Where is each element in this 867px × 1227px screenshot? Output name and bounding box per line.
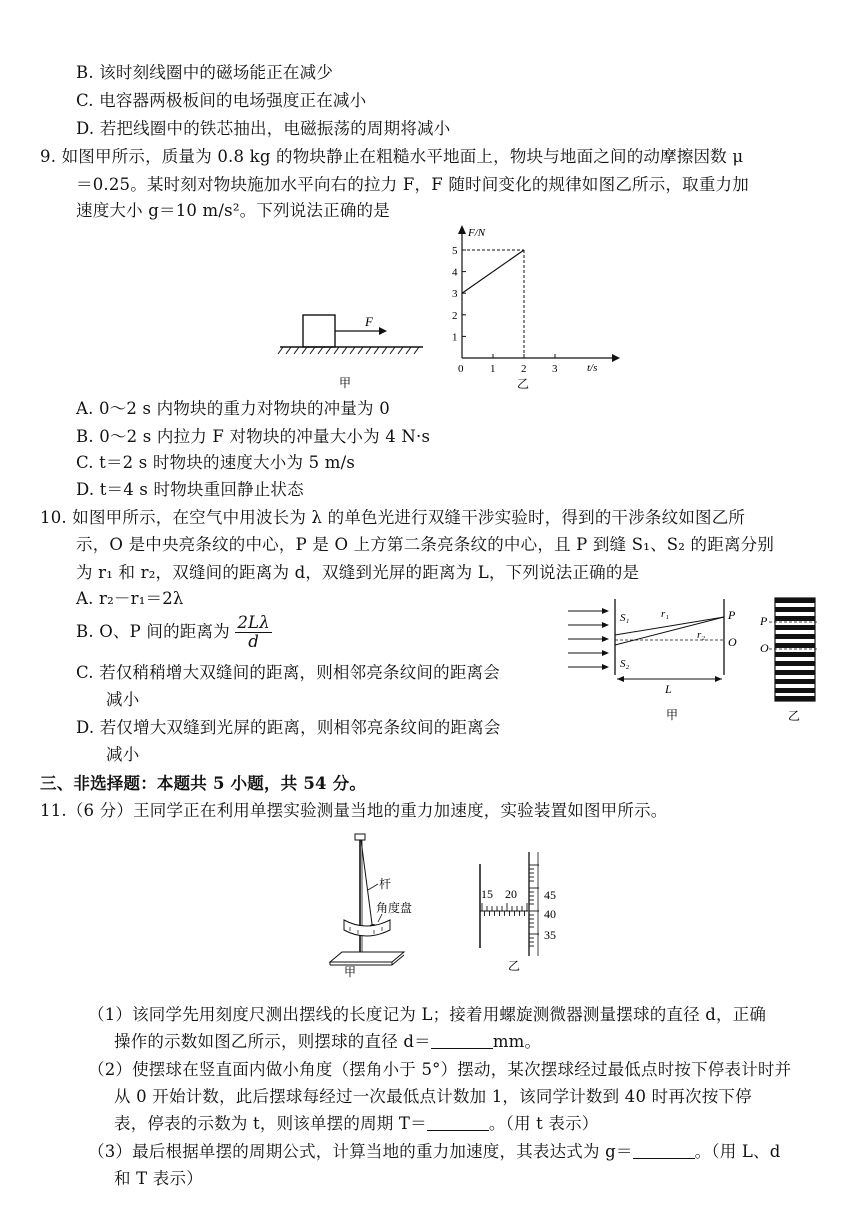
q11-figure-jia bbox=[320, 828, 440, 978]
path-r2 bbox=[615, 617, 724, 645]
thimble-label-35: 35 bbox=[544, 928, 556, 942]
q11-part3-line-1 bbox=[88, 1141, 781, 1163]
label-p: P bbox=[728, 608, 736, 622]
q9-figure-jia bbox=[275, 300, 435, 395]
q9-option-a: A. 0～2 s 内物块的重力对物块的冲量为 0 bbox=[76, 399, 390, 418]
y-axis-label: F/N bbox=[468, 227, 486, 239]
label-o: O bbox=[728, 635, 737, 649]
q10-stem-line-2: 示，O 是中央亮条纹的中心，P 是 O 上方第二条亮条纹的中心，且 P 到缝 S₁、S₂ 的距离分别 bbox=[76, 535, 775, 554]
q9-option-c: C. t＝2 s 时物块的速度大小为 5 m/s bbox=[76, 453, 356, 472]
tick-group bbox=[452, 245, 558, 375]
force-arrow-head bbox=[379, 327, 387, 335]
fringe-frame bbox=[775, 598, 815, 701]
q10-option-c-line-1: C. 若仅稍稍增大双缝间的距离，则相邻亮条纹间的距离会 bbox=[76, 663, 500, 682]
main-scale-label-15: 15 bbox=[481, 887, 493, 901]
force-label: F bbox=[365, 314, 373, 329]
y-tick-label: 4 bbox=[452, 266, 458, 279]
q9-stem-line-2: ＝0.25。某时刻对物块施加水平向右的拉力 F，F 随时间变化的规律如图乙所示，取重力加 bbox=[76, 175, 749, 194]
answer-blank-g[interactable] bbox=[633, 1142, 695, 1159]
q10-figure-yi bbox=[755, 596, 830, 724]
rod-leader-line bbox=[368, 884, 378, 890]
q11-part1-line-1: （1）该同学先用刻度尺测出摆线的长度记为 L；接着用螺旋测微器测量摆球的直径 d，正确 bbox=[88, 1005, 767, 1024]
q9-stem-line-1: 9. 如图甲所示，质量为 0.8 kg 的物块静止在粗糙水平地面上，物块与地面之间的动摩擦因数 μ bbox=[40, 147, 744, 166]
y-axis-arrow bbox=[458, 225, 466, 234]
answer-blank-t[interactable] bbox=[427, 1114, 489, 1131]
q11-part3-suffix: 。（用 L、d bbox=[694, 1142, 781, 1161]
q8-option-d: D. 若把线圈中的铁芯抽出，电磁振荡的周期将减小 bbox=[76, 119, 451, 138]
q10-option-d-line-2: 减小 bbox=[106, 745, 140, 764]
q9-option-b: B. 0～2 s 内拉力 F 对物块的冲量大小为 4 N·s bbox=[76, 427, 431, 446]
q10-option-b bbox=[76, 614, 272, 651]
figure-caption-yi: 乙 bbox=[788, 709, 801, 723]
q10-option-b-fraction bbox=[235, 614, 272, 651]
label-r2: r₂ bbox=[697, 629, 706, 641]
incident-light-arrows bbox=[568, 611, 603, 667]
base-plate bbox=[330, 952, 404, 962]
q11-part2-text: 表，停表的示数为 t，则该单摆的周期 T＝ bbox=[114, 1114, 427, 1133]
dial-label: 角度盘 bbox=[376, 901, 413, 915]
x-axis-arrow bbox=[612, 354, 620, 362]
q11-part1-text: 操作的示数如图乙所示，则摆球的直径 d＝ bbox=[114, 1032, 431, 1051]
q11-part3-line-2: 和 T 表示） bbox=[114, 1169, 203, 1188]
q10-option-b-prefix: B. O、P 间的距离为 bbox=[76, 622, 230, 641]
x-tick-label: 0 bbox=[458, 363, 464, 375]
q9-figure-yi-chart bbox=[440, 222, 630, 392]
pivot-clamp bbox=[355, 834, 365, 840]
rod-label: 杆 bbox=[379, 877, 392, 891]
q10-figure-jia bbox=[565, 595, 760, 730]
figure-caption-jia: 甲 bbox=[339, 376, 352, 390]
main-scale-ticks bbox=[482, 903, 527, 916]
block bbox=[303, 315, 335, 347]
fraction-numerator: 2Lλ bbox=[237, 613, 270, 632]
y-tick-label: 3 bbox=[452, 288, 458, 301]
angle-dial bbox=[344, 920, 390, 936]
fraction-denominator: d bbox=[248, 632, 259, 651]
q8-option-c: C. 电容器两极板间的电场强度正在减小 bbox=[76, 91, 367, 110]
force-line bbox=[462, 250, 524, 293]
figure-caption-jia: 甲 bbox=[666, 708, 679, 722]
label-o: O bbox=[760, 641, 769, 655]
x-tick-label: 3 bbox=[552, 363, 558, 375]
q11-figure-yi bbox=[470, 848, 580, 976]
q11-part1-unit: mm。 bbox=[492, 1032, 542, 1051]
y-tick-label: 5 bbox=[452, 245, 458, 257]
ground-hatching bbox=[278, 347, 419, 354]
thimble-label-45: 45 bbox=[544, 888, 556, 902]
section-3-heading: 三、非选择题：本题共 5 小题，共 54 分。 bbox=[40, 774, 367, 793]
q11-part1-line-2 bbox=[114, 1031, 541, 1053]
q9-option-d: D. t＝4 s 时物块重回静止状态 bbox=[76, 480, 304, 499]
label-s1: S₁ bbox=[620, 612, 630, 624]
figure-caption-jia: 甲 bbox=[344, 965, 357, 978]
label-l: L bbox=[665, 682, 672, 696]
main-scale-label-20: 20 bbox=[505, 887, 517, 901]
answer-blank-d[interactable] bbox=[431, 1032, 493, 1049]
path-r1 bbox=[615, 617, 724, 635]
thimble-label-40: 40 bbox=[544, 907, 556, 921]
q11-part2-line-1: （2）使摆球在竖直面内做小角度（摆角小于 5°）摆动，某次摆球经过最低点时按下停表计时并 bbox=[88, 1060, 792, 1079]
dial-leader-line bbox=[378, 914, 382, 922]
y-tick-label: 1 bbox=[452, 331, 458, 344]
q11-part2-line-2: 从 0 开始计数，此后摆球每经过一次最低点计数加 1，该同学计数到 40 时再次按下停 bbox=[114, 1087, 752, 1106]
figure-caption-yi: 乙 bbox=[508, 959, 521, 973]
x-tick-label: 1 bbox=[490, 363, 496, 375]
q11-part2-suffix: 。（用 t 表示） bbox=[488, 1114, 599, 1133]
x-tick-label: 2 bbox=[521, 363, 527, 375]
q11-stem: 11.（6 分）王同学正在利用单摆实验测量当地的重力加速度，实验装置如图甲所示。 bbox=[40, 801, 668, 820]
label-p: P bbox=[760, 614, 768, 628]
q8-option-b: B. 该时刻线圈中的磁场能正在减少 bbox=[76, 63, 334, 82]
thimble-ticks bbox=[529, 865, 539, 946]
label-s2: S₂ bbox=[620, 658, 630, 670]
pendulum-string bbox=[361, 840, 372, 924]
q10-option-c-line-2: 减小 bbox=[106, 690, 140, 709]
y-tick-label: 2 bbox=[452, 309, 458, 322]
q9-stem-line-3: 速度大小 g＝10 m/s²。下列说法正确的是 bbox=[76, 201, 390, 220]
q10-stem-line-3: 为 r₁ 和 r₂，双缝间的距离为 d，双缝到光屏的距离为 L，下列说法正确的是 bbox=[76, 563, 640, 582]
data-marks bbox=[462, 250, 524, 358]
q10-option-a: A. r₂－r₁＝2λ bbox=[76, 589, 184, 608]
q11-part2-line-3 bbox=[114, 1113, 599, 1135]
figure-caption-yi: 乙 bbox=[517, 377, 530, 391]
q10-option-d-line-1: D. 若仅增大双缝到光屏的距离，则相邻亮条纹间的距离会 bbox=[76, 718, 501, 737]
label-r1: r₁ bbox=[661, 608, 670, 620]
q10-stem-line-1: 10. 如图甲所示，在空气中用波长为 λ 的单色光进行双缝干涉实验时，得到的干涉条纹如图乙所 bbox=[40, 508, 746, 527]
q11-part3-text: （3）最后根据单摆的周期公式，计算当地的重力加速度，其表达式为 g＝ bbox=[88, 1142, 633, 1161]
x-axis-label: t/s bbox=[587, 362, 598, 374]
